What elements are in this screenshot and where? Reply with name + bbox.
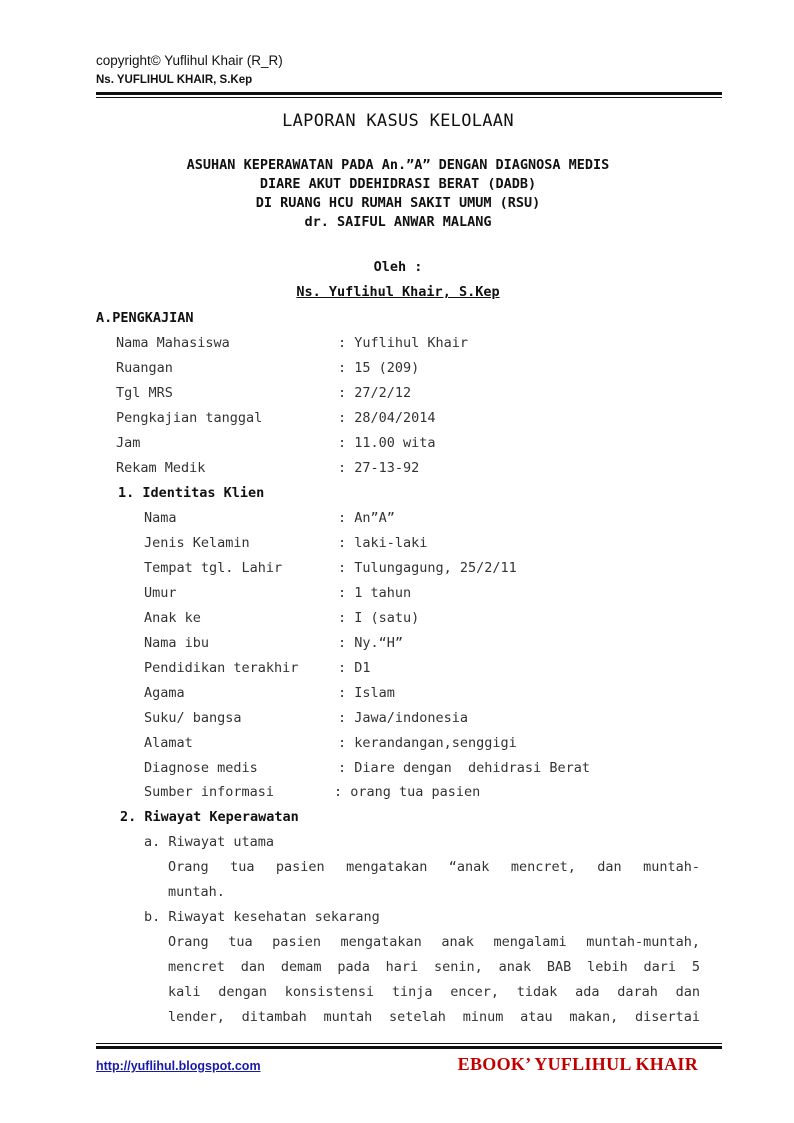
author-line bbox=[96, 284, 700, 300]
riwayat-utama-heading: a. Riwayat utama bbox=[144, 834, 275, 850]
field-value: : Jawa/indonesia bbox=[338, 710, 469, 726]
riwayat-heading: 2. Riwayat Keperawatan bbox=[120, 809, 299, 825]
paragraph-line: Orang tua pasien mengatakan anak mengalami muntah-muntah, bbox=[168, 934, 700, 950]
field-label: Nama ibu bbox=[144, 635, 210, 651]
field-label: Nama bbox=[144, 510, 177, 526]
field-value: : 28/04/2014 bbox=[338, 410, 436, 426]
field-value: : orang tua pasien bbox=[334, 784, 481, 800]
by-label: Oleh : bbox=[373, 259, 423, 275]
subtitle-line: ASUHAN KEPERAWATAN PADA An.”A” DENGAN DIAGNOSA MEDIS bbox=[186, 157, 610, 173]
field-value: : Diare dengan dehidrasi Berat bbox=[338, 760, 590, 776]
subtitle-line: DI RUANG HCU RUMAH SAKIT UMUM (RSU) bbox=[255, 195, 541, 211]
field-label: Tgl MRS bbox=[116, 385, 173, 401]
field-label: Pendidikan terakhir bbox=[144, 660, 299, 676]
footer-rule-thin bbox=[96, 1043, 722, 1044]
author-name: Ns. Yuflihul Khair, S.Kep bbox=[296, 284, 500, 300]
section-a-heading: A.PENGKAJIAN bbox=[96, 310, 194, 326]
field-label: Jam bbox=[116, 435, 141, 451]
header-rule-thin bbox=[96, 97, 722, 98]
field-label: Ruangan bbox=[116, 360, 173, 376]
field-label: Alamat bbox=[144, 735, 193, 751]
field-value: : 27/2/12 bbox=[338, 385, 412, 401]
paragraph-line: kali dengan konsistensi tinja encer, tidak ada darah dan bbox=[168, 984, 700, 1000]
field-label: Agama bbox=[144, 685, 185, 701]
field-value: : Ny.“H” bbox=[338, 635, 404, 651]
header-rule-thick bbox=[96, 92, 722, 95]
field-value: : laki-laki bbox=[338, 535, 428, 551]
subtitle-line: dr. SAIFUL ANWAR MALANG bbox=[304, 214, 492, 230]
riwayat-sekarang-heading: b. Riwayat kesehatan sekarang bbox=[144, 909, 380, 925]
field-value: : Islam bbox=[338, 685, 395, 701]
field-label: Tempat tgl. Lahir bbox=[144, 560, 283, 576]
paragraph-line: lender, ditambah muntah setelah minum atau makan, disertai bbox=[168, 1009, 700, 1025]
field-value: : I (satu) bbox=[338, 610, 420, 626]
field-value: : 11.00 wita bbox=[338, 435, 436, 451]
footer-ebook-label: EBOOK’ YUFLIHUL KHAIR bbox=[457, 1054, 698, 1074]
identitas-heading: 1. Identitas Klien bbox=[118, 485, 265, 501]
field-value: : Tulungagung, 25/2/11 bbox=[338, 560, 517, 576]
header-copyright: copyright© Yuflihul Khair (R_R) bbox=[96, 53, 283, 68]
header-author-name: Ns. YUFLIHUL KHAIR, S.Kep bbox=[96, 74, 253, 86]
field-label: Umur bbox=[144, 585, 177, 601]
field-label: Pengkajian tanggal bbox=[116, 410, 263, 426]
field-value: : kerandangan,senggigi bbox=[338, 735, 517, 751]
paragraph-line: Orang tua pasien mengatakan “anak mencret, dan muntah- bbox=[168, 859, 700, 875]
report-subtitle bbox=[96, 156, 700, 232]
field-value: : An”A” bbox=[338, 510, 395, 526]
paragraph-line: muntah. bbox=[168, 884, 225, 900]
field-value: : 1 tahun bbox=[338, 585, 412, 601]
field-value: : Yuflihul Khair bbox=[338, 335, 469, 351]
field-value: : D1 bbox=[338, 660, 371, 676]
field-label: Suku/ bangsa bbox=[144, 710, 242, 726]
field-label: Anak ke bbox=[144, 610, 201, 626]
field-label: Nama Mahasiswa bbox=[116, 335, 230, 351]
footer-blog-link[interactable]: http://yuflihul.blogspot.com bbox=[96, 1059, 261, 1073]
paragraph-line: mencret dan demam pada hari senin, anak BAB lebih dari 5 bbox=[168, 959, 700, 975]
subtitle-line: DIARE AKUT DDEHIDRASI BERAT (DADB) bbox=[259, 176, 537, 192]
field-label: Sumber informasi bbox=[144, 784, 275, 800]
field-value: : 15 (209) bbox=[338, 360, 420, 376]
field-label: Jenis Kelamin bbox=[144, 535, 250, 551]
report-title: LAPORAN KASUS KELOLAAN bbox=[282, 111, 514, 131]
field-value: : 27-13-92 bbox=[338, 460, 420, 476]
field-label: Diagnose medis bbox=[144, 760, 258, 776]
field-label: Rekam Medik bbox=[116, 460, 206, 476]
footer-rule-thick bbox=[96, 1046, 722, 1049]
